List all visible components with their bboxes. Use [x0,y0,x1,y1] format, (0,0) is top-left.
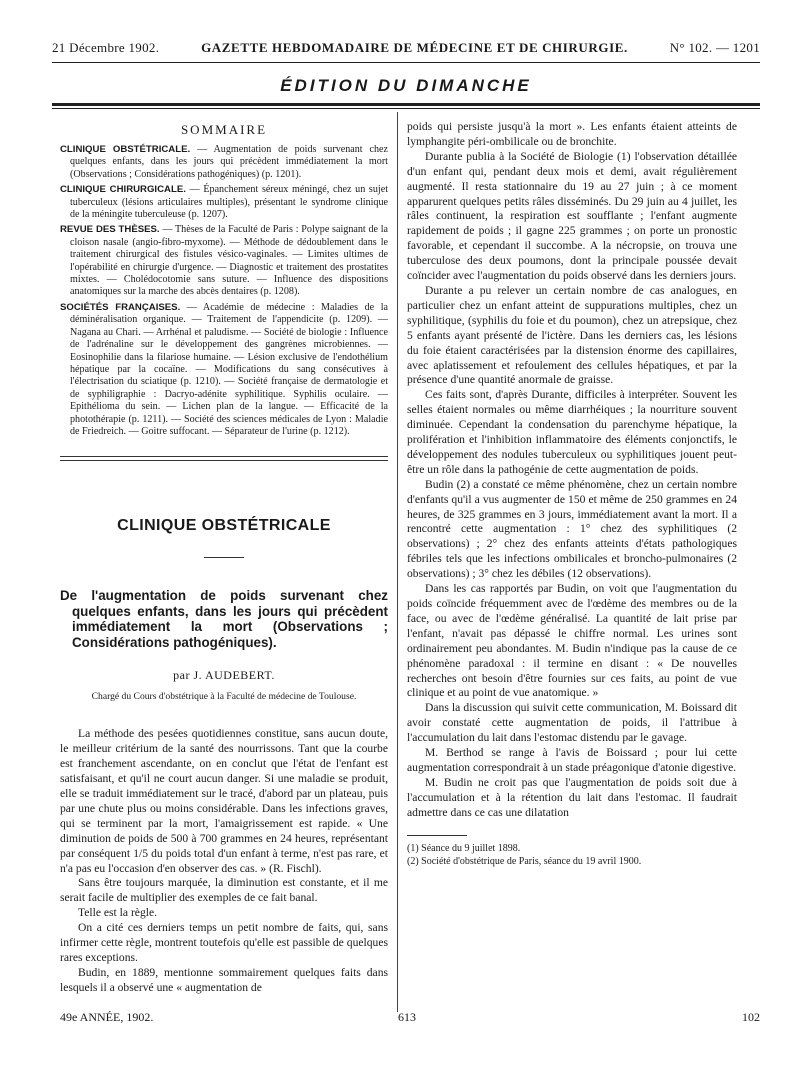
column-divider [397,112,398,1012]
footer-volume: 49e ANNÉE, 1902. [60,1010,154,1024]
article-title: De l'augmentation de poids survenant chez quelques enfants, dans les jours qui précèdent immédiatement la mort (Observations ; Considérations pathogéniques). [60,588,388,650]
header-gazette-title: GAZETTE HEBDOMADAIRE DE MÉDECINE ET DE CHIRURGIE. [201,40,628,55]
sommaire-entry-text: — Thèses de la Faculté de Paris : Polype saignant de la cloison nasale (angio-fibro-myxome). — Méthode de dédoublement dans le traitement chirurgical des fistules vésico-vaginales. — Limites ultimes de l'opérabilité en chirurgie d'urgence. — Diagnostic et traitement des prostatites mixtes. — Cholédocotomie sans suture. — Influence des dispositions anatomiques sur la marche des abcès dentaires (p. 1208). [70,224,388,298]
paragraph: M. Budin ne croit pas que l'augmentation de poids soit due à l'accumulation et à la rétention du lait dans l'estomac. Il faudrait admettre dans ce cas une dilatation [407,775,737,819]
footnote-rule [407,835,467,836]
paragraph: On a cité ces derniers temps un petit nombre de faits, qui, sans infirmer cette règle, montrent toutefois qu'elle est passible de quelques rares exceptions. [60,921,388,964]
sommaire-list [60,144,388,438]
footnote: (2) Société d'obstétrique de Paris, séance du 19 avril 1900. [407,855,642,867]
sommaire-entry-text: — Augmentation de poids survenant chez quelques enfants, dans les jours qui précèdent immédiatement la mort (Observations ; Considérations pathogéniques) (p. 1201). [70,144,388,180]
paragraph: La méthode des pesées quotidiennes constitue, sans aucun doute, le meilleur critérium de la santé des nourrissons. Tant que la courbe est franchement ascendante, on en conclut que l'état de l'enfant est satisfaisant, et qu'il ne court aucun danger. Si une maladie se produit, elle se traduit immédiatement sur le tracé, d'abord par un plateau, puis par une chute plus ou moins considérable. Dans les infections graves, qui se terminent par la mort, l'amaigrissement est rapide. « Une diminution de poids de 500 à 700 grammes en 24 heures, représentant par conséquent 1/5 du poids total d'un enfant à terme, n'est pas rare, et n'a pas eu l'occasion d'en observer des cas. » (R. Fischl). [60,727,388,875]
section-short-rule [204,557,244,558]
sommaire-entry-head: CLINIQUE CHIRURGICALE. [60,184,186,196]
paragraph: Budin, en 1889, mentionne sommairement quelques faits dans lesquels il a observé une « augmentation de [60,965,388,994]
right-column [407,120,737,868]
sommaire-entry-head: SOCIÉTÉS FRANÇAISES. [60,301,181,313]
left-column [60,120,388,996]
sommaire-entry [60,224,388,298]
paragraph: Budin (2) a constaté ce même phénomène, chez un certain nombre d'enfants qu'il a vus augmenter de 150 et même de 250 grammes en 24 heures, de 325 grammes en 3 jours, immédiatement avant la mort. Il a rencontré cette augmentation : 1° chez des syphilitiques (2 observations) ; 2° chez des enfants atteints d'états pathologiques fébriles tels que les infections ombilicales et broncho-pulmonaires (2 observations) ; 3° chez les débiles (12 observations). [407,477,737,581]
article-affiliation: Chargé du Cours d'obstétrique à la Faculté de médecine de Toulouse. [91,691,357,703]
paragraph: Sans être toujours marquée, la diminution est constante, et il me serait facile de multiplier des exemples de ce fait banal. [60,876,388,905]
sommaire-entry-head: CLINIQUE OBSTÉTRICALE. [60,144,191,155]
header-issue-number: N° 102. — 1201 [669,40,760,55]
sommaire-entry [60,302,388,438]
footnotes [407,842,737,868]
edition-rule-thin [52,108,760,109]
sommaire-entry [60,144,388,181]
paragraph: poids qui persiste jusqu'à la mort ». Les enfants étaient atteints de lymphangite péri-ombilicale ou de bronchite. [407,120,737,148]
article-byline: par J. AUDEBERT. [173,668,275,683]
sommaire-title: SOMMAIRE [180,122,268,137]
paragraph: Durante a pu relever un certain nombre de cas analogues, en particulier chez un enfant atteint de suppurations multiples, chez un syphilitique, (syphilis du foie et du poumon), chez un atrepsique, chez 5 enfants ayant présenté de l'ictère. Dans les derniers cas, les lésions du foie étaient caractérisées par la distension énorme des capillaires, avec aplatissement et refoulement des cellules hépatiques, et par la présence d'une quantité anormale de graisse. [407,283,737,387]
running-head [52,40,760,58]
paragraph: Telle est la règle. [78,906,158,920]
left-body-text [60,727,388,995]
paragraph: Dans les cas rapportés par Budin, on voit que l'augmentation du poids coïncide fréquemment avec de l'œdème des membres ou de la face, ou avec de l'œdème généralisé. La quantité de lait prise par l'enfant, n'avait pas dépassé le chiffre normal. Les urines sont ordinairement peu abondantes. M. Budin n'indique pas la cause de ce phénomène paradoxal : il termine en disant : « De nouvelles recherches ont besoin d'être fournies sur ces faits, au point de vue clinique et au point de vue anatomique. » [407,582,737,700]
section-title: CLINIQUE OBSTÉTRICALE [117,517,331,535]
paragraph: Dans la discussion qui suivit cette communication, M. Boissard dit avoir constaté cette augmentation de poids, il l'attribue à l'accumulation du lait dans l'estomac distendu par le gavage. [407,701,737,745]
sommaire-entry [60,184,388,221]
paragraph: Durante publia à la Société de Biologie (1) l'observation détaillée d'un enfant qui, pendant deux mois et demi, avait régulièrement augmenté. Il resta stationnaire du 19 au 27 juin ; à ce moment apparurent quelques petits râles disséminés. Du 29 juin au 4 juillet, les râles continuent, la respiration est soufflante ; l'enfant augmente rapidement de poids ; il gagne 225 grammes ; on porte un pronostic favorable, et cependant il succombe. A la nécropsie, on trouva une tuberculose des deux poumons, dont la principale poussée devait coïncider avec l'augmentation du poids observé dans les derniers jours. [407,149,737,283]
footnote: (1) Séance du 9 juillet 1898. [407,842,521,854]
edition-title: ÉDITION DU DIMANCHE [280,76,532,95]
paragraph: M. Berthod se range à l'avis de Boissard ; pour lui cette augmentation correspondrait à un stade préagonique d'atonie digestive. [407,746,737,774]
page-footer [60,1010,760,1025]
footer-page-number: 613 [398,1010,416,1024]
sommaire-entry-text: — Académie de médecine : Maladies de la déminéralisation organique. — Traitement de l'appendicite (p. 1209). — Nagana au Chari. — Arrhénal et paludisme. — Société de biologie : Influence de l'adrénaline sur le développement des gangrènes microbiennes. — Eosinophilie dans la filariose humaine. — Lésion exclusive de l'endothélium hépatique par la cocaïne. — Modifications du sang consécutives à l'électrisation du sciatique (p. 1210). — Société française de dermatologie et de syphiligraphie : Dacryo-adénite syphilitique. Syphilis oculaire. — Epithélioma du sein. — Lichen plan de la langue. — Efficacité de la photothérapie (p. 1211). — Société des sciences médicales de Lyon : Maladie de Friedreich. — Goitre suffocant. — Séparateur de l'urine (p. 1212). [70,301,388,437]
edition-rule-thick [52,103,760,106]
paragraph: Ces faits sont, d'après Durante, difficiles à interpréter. Souvent les selles étaient normales ou même diarrhéiques ; la nourriture souvent diminuée. Cependant la condensation du parenchyme hépatique, la prolifération et l'inhibition inflammatoire des éléments conjonctifs, le développement des nodules tuberculeux ou syphilitiques jouent peut-être un rôle dans la pathogénie de cette augmentation de poids. [407,388,737,476]
footer-issue: 102 [742,1010,760,1024]
header-rule [52,62,760,63]
sommaire-entry-text: — Épanchement séreux méningé, chez un sujet tuberculeux (lésions articulaires multiples), présentant le syndrome clinique de la méningite tuberculeuse (p. 1207). [70,184,388,221]
header-date: 21 Décembre 1902. [52,40,160,55]
sommaire-entry-head: REVUE DES THÈSES. [60,224,160,236]
sommaire-rule-a [60,456,388,457]
right-body-text [407,120,737,821]
sommaire-rule-b [60,460,388,461]
